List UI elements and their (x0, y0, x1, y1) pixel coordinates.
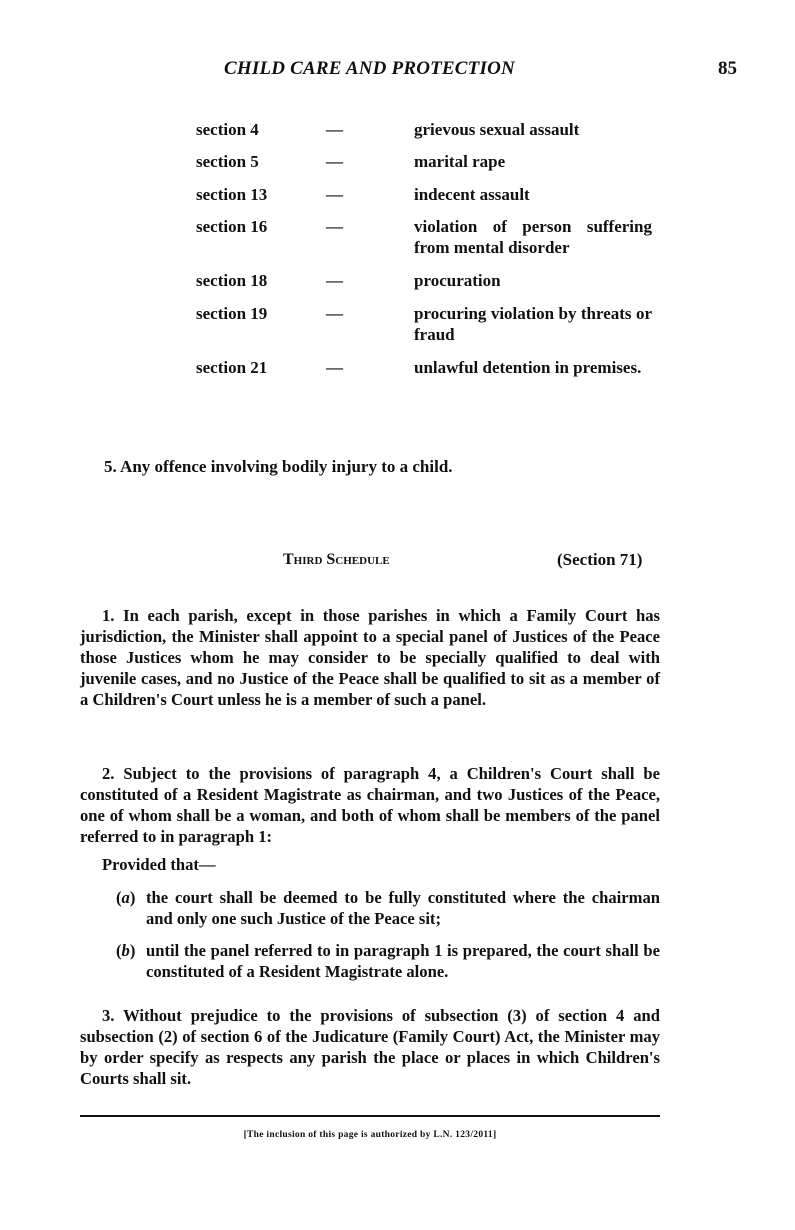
offence-section: section 21 (196, 358, 268, 377)
offence-name: grievous sexual assault (414, 120, 580, 139)
offence-section: section 16 (196, 217, 268, 236)
subparagraph-label: (b) (116, 941, 136, 960)
paragraph-number: 2. (102, 764, 115, 783)
offence-name: procuring violation by threats or fraud (414, 304, 652, 344)
paragraph-3 (80, 1005, 660, 1089)
offence-dash: — (326, 120, 343, 139)
offence-name: violation of person suffering from mental disorder (414, 217, 652, 257)
schedule-title: Third Schedule (283, 551, 390, 568)
paragraph-text: Subject to the provisions of paragraph 4, a Children's Court shall be constituted of a Resident Magistrate as chairman, and two Justices of the Peace, one of whom shall be a woman, and both of whom shall be members of the panel referred to in paragraph 1: (80, 764, 660, 846)
subparagraph-a (116, 887, 660, 929)
subparagraph-text: until the panel referred to in paragraph 1 is prepared, the court shall be constituted of a Resident Magistrate alone. (146, 941, 660, 981)
subparagraph-label: (a) (116, 888, 136, 907)
page-number: 85 (718, 58, 737, 79)
proviso: Provided that— (102, 855, 216, 874)
schedule-reference: (Section 71) (557, 550, 643, 569)
subparagraph-b (116, 940, 660, 982)
offence-name: procuration (414, 271, 501, 290)
subparagraph-text: the court shall be deemed to be fully constituted where the chairman and only one such Justice of the Peace sit; (146, 888, 660, 928)
offence-section: section 5 (196, 152, 259, 171)
offence-dash: — (326, 185, 343, 204)
item-5: 5. Any offence involving bodily injury to a child. (104, 457, 453, 476)
paragraph-number: 3. (102, 1006, 115, 1025)
offence-name: unlawful detention in premises. (414, 358, 642, 377)
paragraph-text: Without prejudice to the provisions of subsection (3) of section 4 and subsection (2) of section 6 of the Judicature (Family Court) Act, the Minister may by order specify as respects any parish the place or places in which Children's Courts shall sit. (80, 1006, 660, 1088)
paragraph-1 (80, 605, 660, 710)
offence-name: marital rape (414, 152, 506, 171)
offence-name: indecent assault (414, 185, 530, 204)
offence-dash: — (326, 152, 343, 171)
offence-section: section 13 (196, 185, 268, 204)
offence-section: section 4 (196, 120, 259, 139)
offence-dash: — (326, 358, 343, 377)
offence-dash: — (326, 217, 343, 236)
offence-section: section 18 (196, 271, 268, 290)
running-title: CHILD CARE AND PROTECTION (224, 58, 515, 79)
footer-rule (80, 1115, 660, 1117)
paragraph-text: In each parish, except in those parishes in which a Family Court has jurisdiction, the Minister shall appoint to a special panel of Justices of the Peace those Justices whom he may consider to be specially qualified to deal with juvenile cases, and no Justice of the Peace shall be qualified to sit as a member of a Children's Court unless he is a member of such a panel. (80, 606, 660, 709)
paragraph-number: 1. (102, 606, 115, 625)
offence-dash: — (326, 271, 343, 290)
offence-dash: — (326, 304, 343, 323)
paragraph-2 (80, 763, 660, 847)
offence-section: section 19 (196, 304, 268, 323)
footer-note: [The inclusion of this page is authorized by L.N. 123/2011] (243, 1130, 497, 1140)
